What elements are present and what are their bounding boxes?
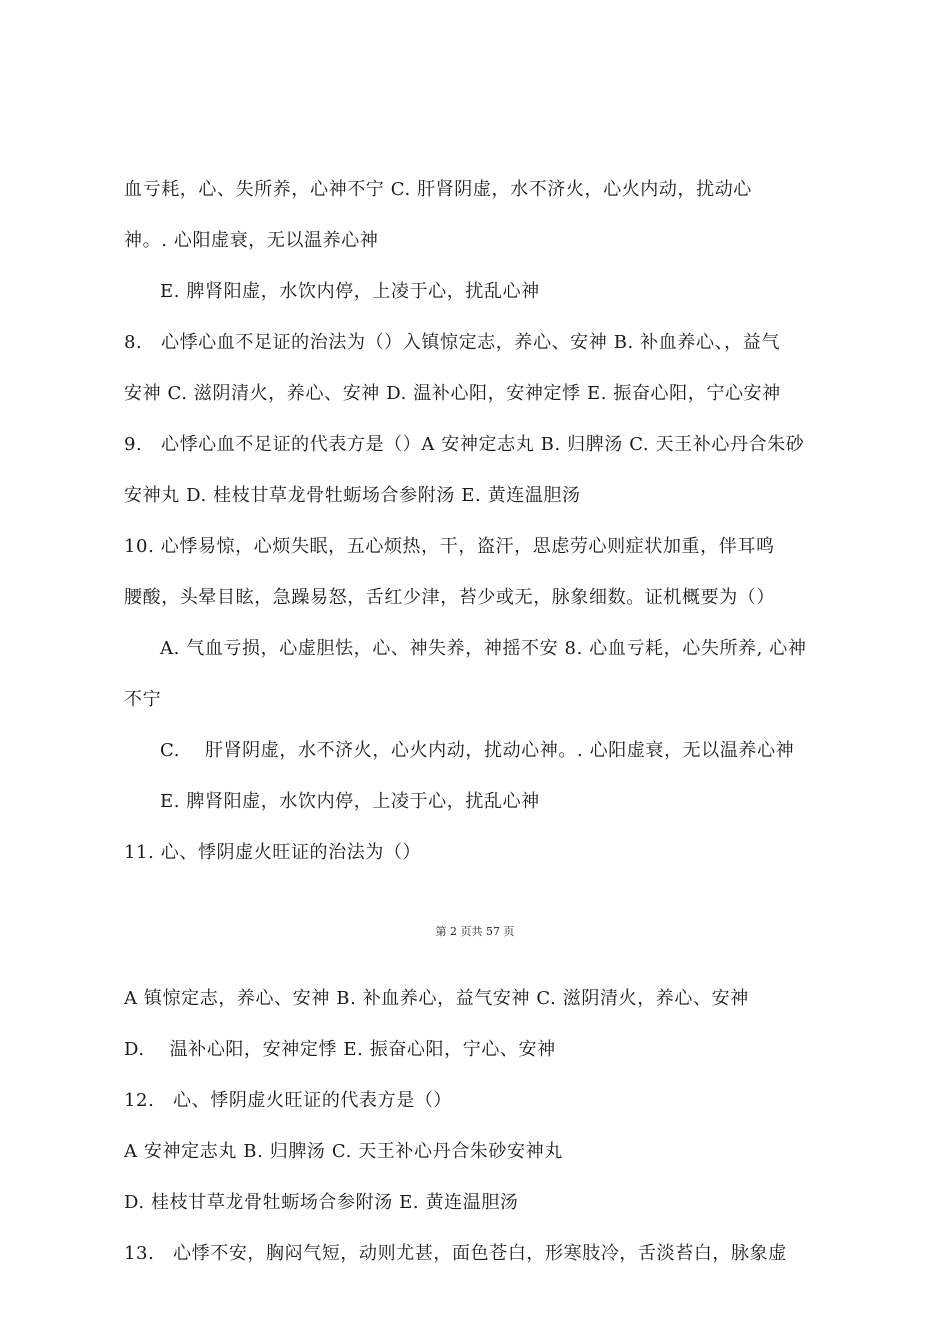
question-12: 12. 心、悸阴虚火旺证的代表方是（） — [124, 1090, 453, 1111]
text-line: A 镇惊定志，养心、安神 B. 补血养心，益气安神 C. 滋阴清火，养心、安神 — [124, 988, 749, 1009]
question-13: 13. 心悸不安，胸闷气短，动则尤甚，面色苍白，形寒肢冷，舌淡苔白，脉象虚 — [124, 1243, 787, 1264]
text-line: 安神 C. 滋阴清火，养心、安神 D. 温补心阳，安神定悸 E. 振奋心阳，宁心安神 — [124, 383, 781, 404]
text-line: D. 温补心阳，安神定悸 E. 振奋心阳，宁心、安神 — [124, 1039, 556, 1060]
text-line: A 安神定志丸 B. 归脾汤 C. 天王补心丹合朱砂安神丸 — [124, 1141, 563, 1162]
text-line: 血亏耗，心、失所养，心神不宁 C. 肝肾阴虚，水不济火，心火内动，扰动心 — [124, 179, 752, 200]
text-line: 腰酸，头晕目眩，急躁易怒，舌红少津，苔少或无，脉象细数。证机概要为（） — [124, 587, 775, 608]
text-line: 不宁 — [124, 689, 162, 710]
text-line: 神。. 心阳虚衰，无以温养心神 — [124, 230, 379, 251]
text-line: A. 气血亏损，心虚胆怯，心、神失养，神摇不安 8. 心血亏耗，心失所养, 心神 — [160, 638, 807, 659]
question-9: 9. 心悸心血不足证的代表方是（）A 安神定志丸 B. 归脾汤 C. 天王补心丹合朱砂 — [124, 434, 805, 455]
page-footer: 第 2 页共 57 页 — [435, 925, 515, 938]
text-line: 安神丸 D. 桂枝甘草龙骨牡蛎场合参附汤 E. 黄连温胆汤 — [124, 485, 581, 506]
question-10: 10. 心悸易惊，心烦失眠，五心烦热，干，盗汗，思虑劳心则症状加重，伴耳鸣 — [124, 536, 775, 557]
text-line: E. 脾肾阳虚，水饮内停，上凌于心，扰乱心神 — [160, 281, 540, 302]
text-line: E. 脾肾阳虚，水饮内停，上凌于心，扰乱心神 — [160, 791, 540, 812]
text-line: D. 桂枝甘草龙骨牡蛎场合参附汤 E. 黄连温胆汤 — [124, 1192, 519, 1213]
text-line: C. 肝肾阴虚，水不济火，心火内动，扰动心神。. 心阳虚衰，无以温养心神 — [160, 740, 795, 761]
question-8: 8. 心悸心血不足证的治法为（）入镇惊定志，养心、安神 B. 补血养心、，益气 — [124, 332, 780, 353]
question-11: 11. 心、悸阴虚火旺证的治法为（） — [124, 842, 422, 863]
